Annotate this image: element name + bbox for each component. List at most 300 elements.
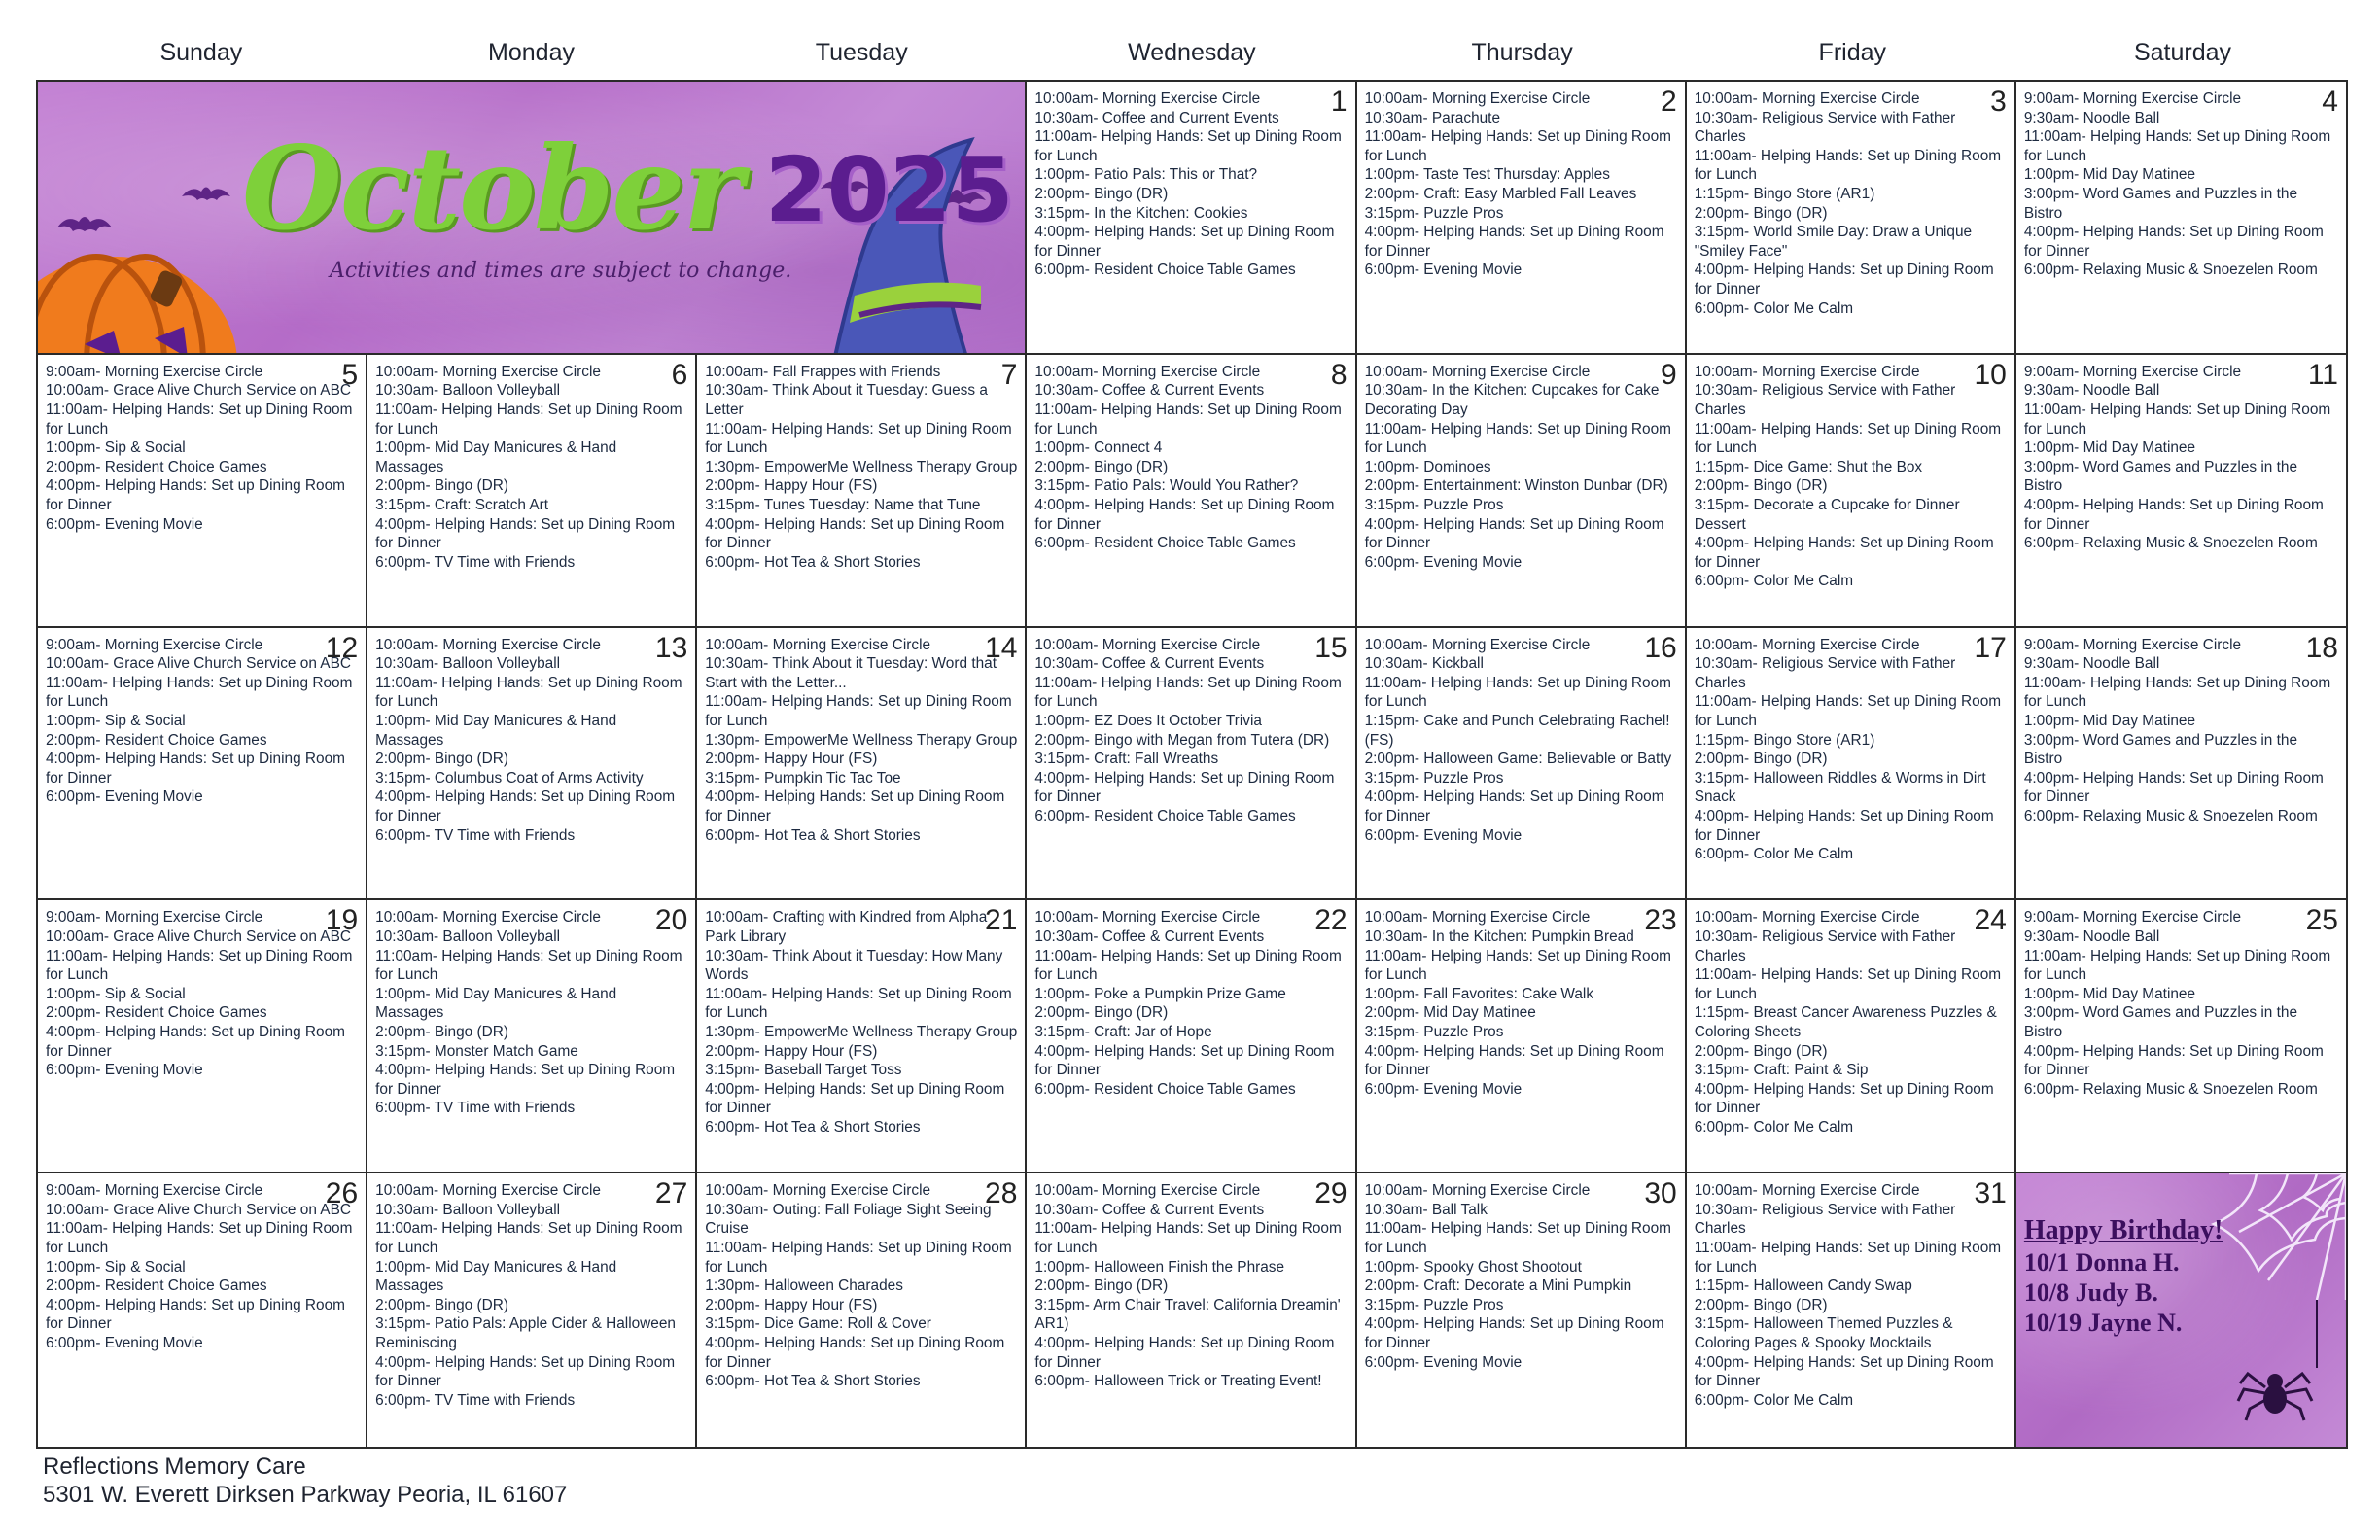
event-item: 9:00am- Morning Exercise Circle: [2023, 636, 2242, 653]
event-item: 1:00pm- Mid Day Matinee: [2023, 439, 2196, 457]
event-item: 4:00pm- Helping Hands: Set up Dining Room for Dinner: [705, 1334, 1005, 1371]
event-item: 4:00pm- Helping Hands: Set up Dining Room for Dinner: [1694, 807, 1994, 844]
event-item: 10:00am- Morning Exercise Circle: [1034, 90, 1261, 107]
event-item: 10:30am- Coffee & Current Events: [1034, 928, 1265, 945]
event-item: 10:30am- Coffee & Current Events: [1034, 382, 1265, 400]
day-number: 28: [985, 1177, 1018, 1210]
birthday-entry: 10/1 Donna H.: [2023, 1248, 2180, 1278]
event-item: 11:00am- Helping Hands: Set up Dining Room for Lunch: [705, 985, 1012, 1022]
event-item: 10:30am- Outing: Fall Foliage Sight Seeing Cruise: [705, 1201, 992, 1238]
event-item: 6:00pm- Evening Movie: [1364, 1080, 1522, 1098]
event-item: 9:30am- Noodle Ball: [2023, 109, 2160, 126]
day-cell-16: [1357, 628, 1687, 901]
day-number: 3: [1990, 86, 2007, 118]
event-item: 3:15pm- Puzzle Pros: [1364, 1023, 1504, 1040]
event-item: 10:30am- Think About it Tuesday: How Many Words: [705, 947, 1003, 984]
event-item: 4:00pm- Helping Hands: Set up Dining Room for Dinner: [1034, 496, 1335, 533]
event-item: 10:00am- Morning Exercise Circle: [1034, 363, 1261, 380]
event-item: 1:15pm- Bingo Store (AR1): [1694, 731, 1875, 749]
event-item: 10:00am- Grace Alive Church Service on ABC: [46, 655, 351, 673]
event-item: 11:00am- Helping Hands: Set up Dining Room for Lunch: [375, 401, 682, 438]
event-item: 11:00am- Helping Hands: Set up Dining Room for Lunch: [1364, 420, 1671, 457]
event-item: 6:00pm- Evening Movie: [46, 515, 203, 533]
event-item: 1:30pm- Halloween Charades: [705, 1278, 903, 1295]
event-item: 11:00am- Helping Hands: Set up Dining Room for Lunch: [1364, 947, 1671, 984]
event-item: 6:00pm- Evening Movie: [46, 788, 203, 806]
event-item: 1:00pm- Halloween Finish the Phrase: [1034, 1258, 1285, 1276]
event-item: 6:00pm- Resident Choice Table Games: [1034, 807, 1296, 824]
day-cell-21: [697, 900, 1027, 1173]
event-item: 11:00am- Helping Hands: Set up Dining Room for Lunch: [46, 1220, 353, 1256]
event-item: 3:00pm- Word Games and Puzzles in the Bistro: [2023, 185, 2298, 222]
event-item: 10:00am- Morning Exercise Circle: [1694, 909, 1920, 927]
event-item: 9:00am- Morning Exercise Circle: [46, 636, 263, 653]
event-item: 3:15pm- Columbus Coat of Arms Activity: [375, 769, 644, 787]
event-item: 1:15pm- Dice Game: Shut the Box: [1694, 458, 1923, 475]
event-item: 3:15pm- World Smile Day: Draw a Unique "Smiley Face": [1694, 224, 1973, 260]
day-cell-18: [2016, 628, 2346, 901]
day-number: 19: [325, 904, 359, 937]
birthday-entry: 10/8 Judy B.: [2023, 1278, 2158, 1308]
event-item: 3:15pm- Halloween Themed Puzzles & Coloring Pages & Spooky Mocktails: [1694, 1315, 1953, 1351]
event-item: 6:00pm- Relaxing Music & Snoezelen Room: [2023, 807, 2318, 824]
event-item: 10:30am- Think About it Tuesday: Guess a Letter: [705, 382, 988, 418]
day-cell-27: [368, 1173, 697, 1447]
event-item: 3:00pm- Word Games and Puzzles in the Bistro: [2023, 1004, 2298, 1040]
banner-month: October: [242, 121, 742, 256]
event-item: 2:00pm- Resident Choice Games: [46, 731, 267, 749]
event-item: 11:00am- Helping Hands: Set up Dining Room for Lunch: [2023, 128, 2331, 164]
event-item: 2:00pm- Resident Choice Games: [46, 1278, 267, 1295]
event-item: 6:00pm- Relaxing Music & Snoezelen Room: [2023, 535, 2318, 552]
event-item: 2:00pm- Entertainment: Winston Dunbar (DR): [1364, 477, 1668, 495]
event-list: [375, 1181, 687, 1410]
event-list: [705, 1181, 1017, 1391]
day-number: 29: [1314, 1177, 1348, 1210]
event-item: 10:30am- Coffee and Current Events: [1034, 109, 1279, 126]
event-item: 3:15pm- Puzzle Pros: [1364, 769, 1504, 787]
day-number: 9: [1661, 358, 1677, 391]
event-item: 1:00pm- Connect 4: [1034, 439, 1163, 457]
day-cell-26: [38, 1173, 368, 1447]
event-item: 4:00pm- Helping Hands: Set up Dining Room for Dinner: [1034, 1334, 1335, 1371]
event-list: [1695, 1181, 2007, 1410]
month-banner: [38, 82, 1027, 355]
event-item: 3:15pm- Craft: Jar of Hope: [1034, 1023, 1212, 1040]
event-item: 11:00am- Helping Hands: Set up Dining Room for Lunch: [375, 947, 682, 984]
event-item: 9:00am- Morning Exercise Circle: [46, 909, 263, 927]
day-number: 23: [1644, 904, 1677, 937]
event-item: 3:15pm- Halloween Riddles & Worms in Dirt Snack: [1694, 769, 1986, 806]
event-item: 11:00am- Helping Hands: Set up Dining Room for Lunch: [375, 1220, 682, 1256]
day-cell-24: [1687, 900, 2016, 1173]
event-list: [1695, 363, 2007, 591]
event-item: 9:30am- Noodle Ball: [2023, 655, 2160, 673]
day-cell-31: [1687, 1173, 2016, 1447]
event-list: [46, 908, 358, 1079]
event-item: 4:00pm- Helping Hands: Set up Dining Room for Dinner: [1694, 1080, 1994, 1117]
event-item: 2:00pm- Resident Choice Games: [46, 1004, 267, 1022]
event-list: [1034, 1181, 1347, 1391]
event-item: 10:30am- Coffee & Current Events: [1034, 655, 1265, 673]
event-item: 10:00am- Morning Exercise Circle: [1694, 90, 1920, 107]
footer: [43, 1452, 567, 1509]
event-item: 10:00am- Morning Exercise Circle: [1364, 1182, 1591, 1200]
event-item: 4:00pm- Helping Hands: Set up Dining Room for Dinner: [1364, 1042, 1664, 1079]
day-number: 6: [671, 358, 688, 391]
event-item: 11:00am- Helping Hands: Set up Dining Room for Lunch: [2023, 674, 2331, 711]
event-item: 6:00pm- Evening Movie: [1364, 553, 1522, 571]
event-item: 11:00am- Helping Hands: Set up Dining Room for Lunch: [46, 947, 353, 984]
event-item: 11:00am- Helping Hands: Set up Dining Room for Lunch: [705, 693, 1012, 729]
event-item: 9:00am- Morning Exercise Circle: [46, 1182, 263, 1200]
event-item: 3:15pm- Puzzle Pros: [1364, 1296, 1504, 1313]
event-item: 10:00am- Grace Alive Church Service on ABC: [46, 1201, 351, 1218]
event-list: [46, 1181, 358, 1352]
event-item: 4:00pm- Helping Hands: Set up Dining Room for Dinner: [1364, 1315, 1664, 1351]
event-item: 11:00am- Helping Hands: Set up Dining Room for Lunch: [1034, 401, 1342, 438]
event-item: 2:00pm- Bingo with Megan from Tutera (DR): [1034, 731, 1330, 749]
day-header-saturday: Saturday: [2133, 39, 2231, 66]
day-cell-6: [368, 355, 697, 628]
event-item: 2:00pm- Mid Day Matinee: [1364, 1004, 1536, 1022]
event-list: [1365, 636, 1677, 846]
event-item: 10:00am- Fall Frappes with Friends: [705, 363, 941, 380]
event-item: 10:30am- Religious Service with Father Charles: [1694, 1201, 1956, 1238]
event-item: 1:00pm- Patio Pals: This or That?: [1034, 166, 1258, 184]
day-header-tuesday: Tuesday: [815, 39, 908, 66]
event-item: 6:00pm- Resident Choice Table Games: [1034, 535, 1296, 552]
birthday-title: Happy Birthday!: [2023, 1215, 2223, 1246]
event-item: 11:00am- Helping Hands: Set up Dining Room for Lunch: [1694, 693, 2002, 729]
event-item: 3:15pm- Arm Chair Travel: California Dreamin' AR1): [1034, 1296, 1341, 1333]
event-item: 10:30am- Kickball: [1364, 655, 1484, 673]
event-item: 10:30am- In the Kitchen: Pumpkin Bread: [1364, 928, 1634, 945]
day-cell-25: [2016, 900, 2346, 1173]
event-item: 6:00pm- Color Me Calm: [1694, 573, 1854, 590]
event-list: [1365, 1181, 1677, 1372]
event-item: 3:15pm- Dice Game: Roll & Cover: [705, 1315, 931, 1333]
spider-icon: [2236, 1358, 2314, 1426]
event-item: 11:00am- Helping Hands: Set up Dining Room for Lunch: [1034, 1220, 1342, 1256]
event-list: [1034, 908, 1347, 1099]
event-item: 10:30am- Religious Service with Father Charles: [1694, 109, 1956, 146]
event-item: 10:00am- Morning Exercise Circle: [375, 636, 601, 653]
event-item: 4:00pm- Helping Hands: Set up Dining Room for Dinner: [705, 1080, 1005, 1117]
event-item: 10:00am- Morning Exercise Circle: [1694, 1182, 1920, 1200]
event-item: 11:00am- Helping Hands: Set up Dining Room for Lunch: [1034, 947, 1342, 984]
event-item: 3:15pm- Puzzle Pros: [1364, 496, 1504, 513]
day-number: 10: [1974, 358, 2007, 391]
birthday-entry: 10/19 Jayne N.: [2023, 1309, 2183, 1338]
bat-icon: [182, 188, 230, 201]
day-number: 17: [1974, 631, 2007, 664]
event-item: 9:00am- Morning Exercise Circle: [2023, 909, 2242, 927]
birthday-list: [2024, 1214, 2223, 1338]
event-item: 6:00pm- Hot Tea & Short Stories: [705, 826, 921, 844]
day-cell-1: [1027, 82, 1356, 355]
event-item: 6:00pm- Relaxing Music & Snoezelen Room: [2023, 1080, 2318, 1098]
event-item: 6:00pm- Relaxing Music & Snoezelen Room: [2023, 262, 2318, 279]
event-item: 1:15pm- Halloween Candy Swap: [1694, 1278, 1912, 1295]
event-item: 3:00pm- Word Games and Puzzles in the Bistro: [2023, 731, 2298, 768]
day-number: 2: [1661, 86, 1677, 118]
event-list: [2024, 89, 2338, 280]
event-item: 3:15pm- Patio Pals: Apple Cider & Halloween Reminiscing: [375, 1315, 676, 1351]
event-item: 10:00am- Crafting with Kindred from Alpha Park Library: [705, 909, 988, 945]
event-item: 6:00pm- Evening Movie: [46, 1062, 203, 1079]
day-number: 18: [2305, 631, 2338, 664]
event-list: [46, 636, 358, 807]
event-item: 3:15pm- Craft: Scratch Art: [375, 496, 549, 513]
event-item: 4:00pm- Helping Hands: Set up Dining Room for Dinner: [46, 751, 345, 787]
day-cell-13: [368, 628, 697, 901]
event-list: [1365, 908, 1677, 1099]
event-item: 10:00am- Morning Exercise Circle: [1034, 1182, 1261, 1200]
day-number: 25: [2305, 904, 2338, 937]
event-item: 1:30pm- EmpowerMe Wellness Therapy Group: [705, 1023, 1018, 1040]
day-number: 31: [1974, 1177, 2007, 1210]
event-item: 1:30pm- EmpowerMe Wellness Therapy Group: [705, 731, 1018, 749]
event-item: 2:00pm- Craft: Easy Marbled Fall Leaves: [1364, 185, 1637, 202]
event-item: 1:00pm- Fall Favorites: Cake Walk: [1364, 985, 1594, 1002]
day-cell-19: [38, 900, 368, 1173]
event-item: 11:00am- Helping Hands: Set up Dining Room for Lunch: [2023, 947, 2331, 984]
day-cell-11: [2016, 355, 2346, 628]
event-item: 4:00pm- Helping Hands: Set up Dining Room for Dinner: [1694, 535, 1994, 571]
pumpkin-icon: [38, 257, 237, 354]
event-list: [46, 363, 358, 534]
event-item: 10:00am- Morning Exercise Circle: [1364, 90, 1591, 107]
day-header-monday: Monday: [488, 39, 575, 66]
event-item: 2:00pm- Bingo (DR): [1034, 458, 1169, 475]
event-list: [1695, 636, 2007, 864]
event-item: 11:00am- Helping Hands: Set up Dining Room for Lunch: [1364, 674, 1671, 711]
event-item: 6:00pm- Hot Tea & Short Stories: [705, 1118, 921, 1136]
event-item: 10:00am- Morning Exercise Circle: [1694, 363, 1920, 380]
event-item: 4:00pm- Helping Hands: Set up Dining Room for Dinner: [1364, 515, 1664, 552]
day-cell-28: [697, 1173, 1027, 1447]
event-item: 4:00pm- Helping Hands: Set up Dining Room for Dinner: [2023, 496, 2324, 533]
event-list: [1034, 636, 1347, 826]
day-cell-5: [38, 355, 368, 628]
birthday-cell: [2016, 1173, 2346, 1447]
event-item: 3:15pm- In the Kitchen: Cookies: [1034, 204, 1248, 222]
event-item: 6:00pm- Resident Choice Table Games: [1034, 262, 1296, 279]
event-list: [375, 908, 687, 1118]
event-item: 1:00pm- Taste Test Thursday: Apples: [1364, 166, 1610, 184]
day-cell-12: [38, 628, 368, 901]
event-item: 10:00am- Morning Exercise Circle: [1034, 909, 1261, 927]
event-list: [2024, 908, 2338, 1099]
event-item: 4:00pm- Helping Hands: Set up Dining Room for Dinner: [375, 788, 676, 824]
event-item: 2:00pm- Bingo (DR): [1034, 185, 1169, 202]
event-item: 10:30am- Balloon Volleyball: [375, 655, 561, 673]
day-number: 16: [1644, 631, 1677, 664]
event-item: 1:00pm- Mid Day Manicures & Hand Massages: [375, 712, 617, 749]
day-header-wednesday: Wednesday: [1128, 39, 1256, 66]
event-item: 1:00pm- Mid Day Manicures & Hand Massages: [375, 985, 617, 1022]
event-item: 4:00pm- Helping Hands: Set up Dining Room for Dinner: [375, 1062, 676, 1098]
event-item: 10:00am- Morning Exercise Circle: [1694, 636, 1920, 653]
event-list: [1365, 89, 1677, 280]
day-header-friday: Friday: [1818, 39, 1887, 66]
event-item: 1:00pm- Mid Day Matinee: [2023, 985, 2196, 1002]
event-item: 4:00pm- Helping Hands: Set up Dining Room for Dinner: [1034, 1042, 1335, 1079]
event-item: 2:00pm- Happy Hour (FS): [705, 751, 878, 768]
event-item: 9:30am- Noodle Ball: [2023, 928, 2160, 945]
day-number: 15: [1314, 631, 1348, 664]
event-list: [1034, 89, 1347, 280]
event-item: 11:00am- Helping Hands: Set up Dining Room for Lunch: [46, 674, 353, 711]
event-item: 10:00am- Morning Exercise Circle: [705, 1182, 931, 1200]
bat-icon: [57, 217, 112, 231]
event-list: [705, 908, 1017, 1137]
event-item: 10:00am- Morning Exercise Circle: [705, 636, 931, 653]
event-item: 6:00pm- Color Me Calm: [1694, 846, 1854, 863]
event-item: 10:30am- In the Kitchen: Cupcakes for Cake Decorating Day: [1364, 382, 1660, 418]
event-item: 1:00pm- Spooky Ghost Shootout: [1364, 1258, 1582, 1276]
day-cell-29: [1027, 1173, 1356, 1447]
event-item: 11:00am- Helping Hands: Set up Dining Room for Lunch: [1694, 966, 2002, 1002]
event-item: 1:15pm- Cake and Punch Celebrating Rachel! (FS): [1364, 712, 1670, 749]
event-item: 1:00pm- EZ Does It October Trivia: [1034, 712, 1262, 729]
event-item: 2:00pm- Bingo (DR): [375, 477, 508, 495]
day-cell-8: [1027, 355, 1356, 628]
event-item: 10:30am- Religious Service with Father Charles: [1694, 655, 1956, 691]
event-list: [2024, 363, 2338, 553]
event-item: 4:00pm- Helping Hands: Set up Dining Room for Dinner: [1034, 769, 1335, 806]
event-item: 4:00pm- Helping Hands: Set up Dining Room for Dinner: [705, 788, 1005, 824]
event-item: 2:00pm- Bingo (DR): [1694, 1296, 1828, 1313]
day-number: 7: [1000, 358, 1018, 391]
event-item: 10:30am- Coffee & Current Events: [1034, 1201, 1265, 1218]
day-number: 12: [325, 631, 359, 664]
event-item: 3:15pm- Decorate a Cupcake for Dinner Dessert: [1694, 496, 1960, 533]
event-item: 1:00pm- Mid Day Matinee: [2023, 712, 2196, 729]
day-header-thursday: Thursday: [1471, 39, 1573, 66]
event-item: 9:00am- Morning Exercise Circle: [46, 363, 263, 380]
event-item: 2:00pm- Happy Hour (FS): [705, 1296, 878, 1313]
day-cell-10: [1687, 355, 2016, 628]
event-item: 3:00pm- Word Games and Puzzles in the Bistro: [2023, 458, 2298, 495]
event-item: 1:30pm- EmpowerMe Wellness Therapy Group: [705, 458, 1018, 475]
day-number: 20: [654, 904, 688, 937]
event-item: 9:00am- Morning Exercise Circle: [2023, 363, 2242, 380]
event-item: 1:15pm- Breast Cancer Awareness Puzzles & Coloring Sheets: [1694, 1004, 1997, 1040]
day-cell-30: [1357, 1173, 1687, 1447]
event-item: 1:00pm- Sip & Social: [46, 712, 186, 729]
event-list: [1695, 908, 2007, 1137]
event-item: 1:15pm- Bingo Store (AR1): [1694, 185, 1875, 202]
event-item: 6:00pm- Hot Tea & Short Stories: [705, 553, 921, 571]
event-item: 6:00pm- Resident Choice Table Games: [1034, 1080, 1296, 1098]
event-item: 6:00pm- Evening Movie: [1364, 1353, 1522, 1371]
event-item: 4:00pm- Helping Hands: Set up Dining Room for Dinner: [705, 515, 1005, 552]
event-list: [705, 363, 1017, 573]
event-item: 1:00pm- Sip & Social: [46, 1258, 186, 1276]
event-item: 4:00pm- Helping Hands: Set up Dining Room for Dinner: [2023, 769, 2324, 806]
event-item: 6:00pm- Evening Movie: [46, 1334, 203, 1351]
event-item: 6:00pm- Evening Movie: [1364, 262, 1522, 279]
event-item: 11:00am- Helping Hands: Set up Dining Room for Lunch: [46, 401, 353, 438]
event-item: 4:00pm- Helping Hands: Set up Dining Room for Dinner: [46, 1023, 345, 1060]
event-item: 2:00pm- Happy Hour (FS): [705, 477, 878, 495]
event-list: [2024, 636, 2338, 826]
event-item: 10:30am- Religious Service with Father Charles: [1694, 382, 1956, 418]
event-item: 6:00pm- Color Me Calm: [1694, 299, 1854, 317]
event-item: 1:00pm- Dominoes: [1364, 458, 1491, 475]
event-item: 1:00pm- Mid Day Matinee: [2023, 166, 2196, 184]
event-item: 2:00pm- Halloween Game: Believable or Batty: [1364, 751, 1672, 768]
event-item: 2:00pm- Resident Choice Games: [46, 458, 267, 475]
event-item: 4:00pm- Helping Hands: Set up Dining Room for Dinner: [375, 515, 676, 552]
event-list: [1365, 363, 1677, 573]
day-number: 22: [1314, 904, 1348, 937]
event-item: 4:00pm- Helping Hands: Set up Dining Room for Dinner: [46, 477, 345, 513]
day-number: 27: [654, 1177, 688, 1210]
event-item: 2:00pm- Bingo (DR): [1694, 1042, 1828, 1060]
event-item: 10:30am- Parachute: [1364, 109, 1501, 126]
event-item: 11:00am- Helping Hands: Set up Dining Room for Lunch: [1694, 1239, 2002, 1276]
event-item: 4:00pm- Helping Hands: Set up Dining Room for Dinner: [1364, 224, 1664, 260]
event-item: 11:00am- Helping Hands: Set up Dining Room for Lunch: [1364, 128, 1671, 164]
banner-year: 2025: [764, 138, 1014, 242]
event-item: 6:00pm- TV Time with Friends: [375, 826, 576, 844]
day-number: 8: [1330, 358, 1348, 391]
day-cell-20: [368, 900, 697, 1173]
event-item: 3:15pm- Tunes Tuesday: Name that Tune: [705, 496, 981, 513]
event-item: 4:00pm- Helping Hands: Set up Dining Room for Dinner: [2023, 224, 2324, 260]
day-cell-4: [2016, 82, 2346, 355]
event-item: 6:00pm- TV Time with Friends: [375, 1391, 576, 1409]
event-item: 1:00pm- Poke a Pumpkin Prize Game: [1034, 985, 1286, 1002]
event-item: 2:00pm- Bingo (DR): [1034, 1278, 1169, 1295]
event-item: 10:00am- Morning Exercise Circle: [1034, 636, 1261, 653]
event-item: 2:00pm- Bingo (DR): [375, 1296, 508, 1313]
event-item: 4:00pm- Helping Hands: Set up Dining Room for Dinner: [2023, 1042, 2324, 1079]
day-headers: [36, 31, 2348, 74]
day-number: 11: [2307, 358, 2338, 391]
event-item: 3:15pm- Monster Match Game: [375, 1042, 578, 1060]
event-item: 10:00am- Morning Exercise Circle: [375, 909, 601, 927]
event-item: 10:30am- Think About it Tuesday: Word that Start with the Letter...: [705, 655, 997, 691]
event-item: 3:15pm- Baseball Target Toss: [705, 1062, 902, 1079]
event-item: 2:00pm- Bingo (DR): [375, 751, 508, 768]
day-cell-14: [697, 628, 1027, 901]
event-list: [1695, 89, 2007, 318]
event-item: 6:00pm- Halloween Trick or Treating Event!: [1034, 1373, 1322, 1390]
event-item: 11:00am- Helping Hands: Set up Dining Room for Lunch: [705, 1239, 1012, 1276]
event-item: 1:00pm- Mid Day Manicures & Hand Massages: [375, 1258, 617, 1295]
day-number: 26: [325, 1177, 359, 1210]
footer-facility-name: Reflections Memory Care: [43, 1453, 306, 1480]
event-item: 10:00am- Grace Alive Church Service on ABC: [46, 382, 351, 400]
event-item: 3:15pm- Craft: Fall Wreaths: [1034, 751, 1219, 768]
event-item: 10:30am- Ball Talk: [1364, 1201, 1488, 1218]
calendar-grid: [36, 80, 2348, 1449]
event-item: 9:30am- Noodle Ball: [2023, 382, 2160, 400]
day-number: 14: [985, 631, 1018, 664]
event-item: 1:00pm- Sip & Social: [46, 985, 186, 1002]
day-number: 30: [1644, 1177, 1677, 1210]
event-list: [705, 636, 1017, 846]
event-item: 10:00am- Morning Exercise Circle: [375, 363, 601, 380]
event-item: 10:30am- Religious Service with Father Charles: [1694, 928, 1956, 964]
event-item: 10:30am- Balloon Volleyball: [375, 382, 561, 400]
day-cell-22: [1027, 900, 1356, 1173]
event-item: 11:00am- Helping Hands: Set up Dining Room for Lunch: [2023, 401, 2331, 438]
